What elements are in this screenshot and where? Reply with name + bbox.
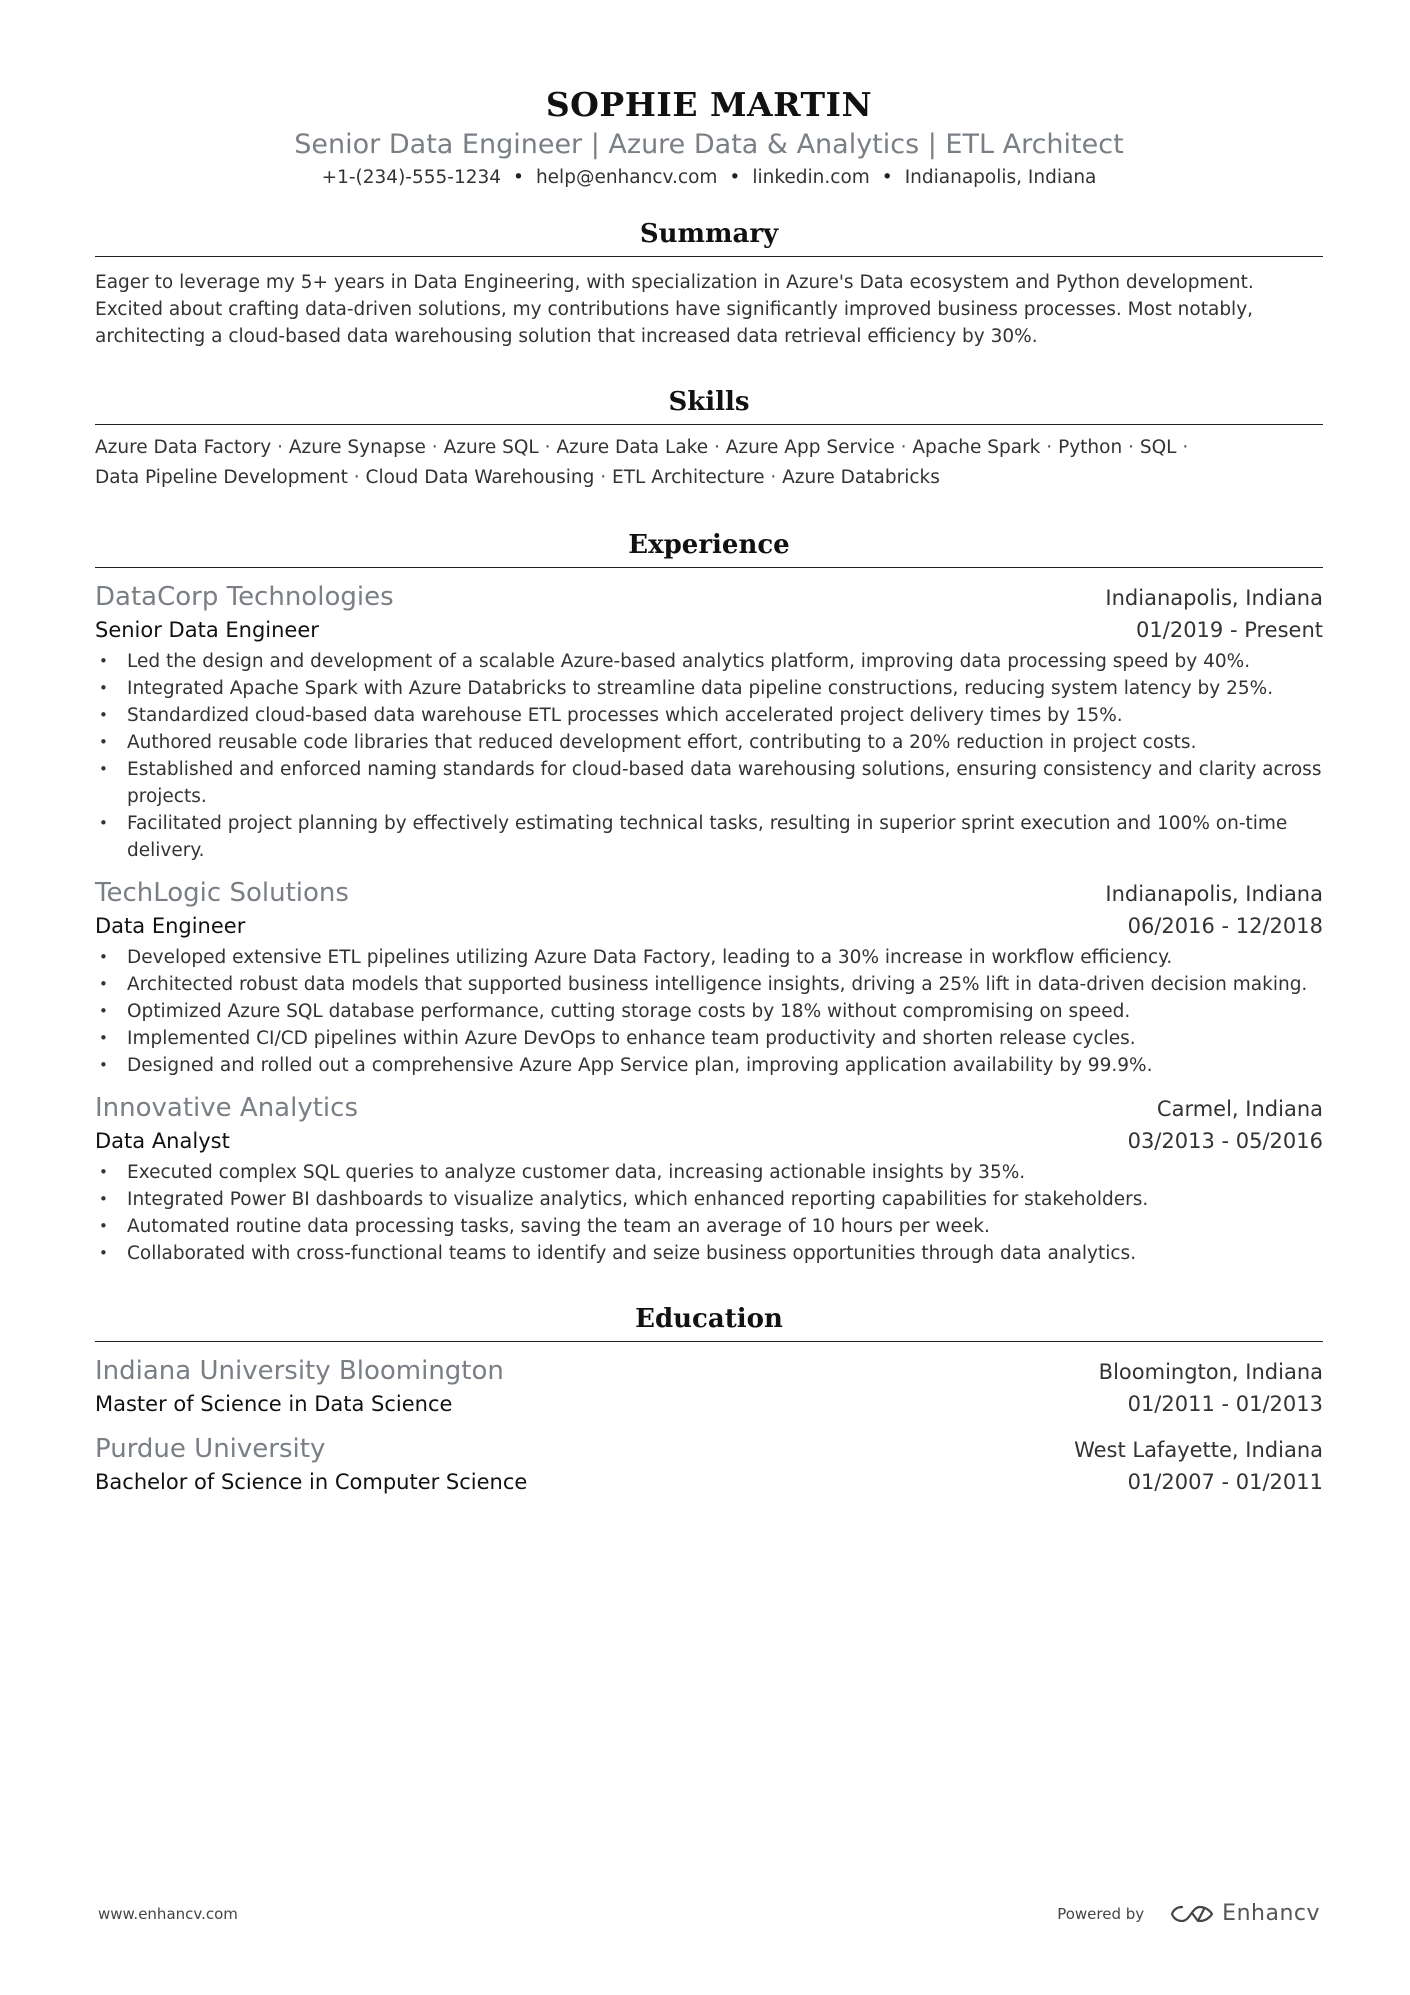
skill-separator: ·	[538, 437, 557, 458]
job-role: Data Analyst	[95, 1129, 230, 1153]
job-dates: 03/2013 - 05/2016	[1127, 1129, 1323, 1153]
section-heading-summary: Summary	[639, 219, 779, 249]
skills-line	[95, 433, 1323, 463]
bullet-item: • Architected robust data models that supported business intelligence insights, driving a 25% lift in data-driven decision making.	[95, 971, 1323, 998]
job-location: Indianapolis, Indiana	[1105, 882, 1323, 906]
skill-separator: ·	[271, 437, 289, 458]
contact-linkedin[interactable]: linkedin.com	[752, 167, 870, 188]
skill-item: Azure Synapse	[288, 437, 426, 458]
bullet-item: • Implemented CI/CD pipelines within Azure DevOps to enhance team productivity and shorten release cycles.	[95, 1025, 1323, 1052]
skill-separator: ·	[894, 437, 913, 458]
skill-item: Python	[1058, 437, 1123, 458]
skill-separator: ·	[425, 437, 444, 458]
company-name: TechLogic Solutions	[95, 878, 349, 908]
footer-brand	[1057, 1900, 1320, 1928]
skill-item: Azure Data Factory	[95, 437, 272, 458]
job-entry	[95, 1091, 1323, 1267]
job-bullets	[95, 1159, 1323, 1267]
experience-list	[95, 580, 1323, 1267]
school-name: Purdue University	[95, 1434, 326, 1464]
section-heading-experience: Experience	[628, 530, 790, 560]
candidate-name: SOPHIE MARTIN	[545, 85, 873, 124]
section-divider	[95, 1341, 1323, 1342]
company-name: Innovative Analytics	[95, 1093, 358, 1123]
candidate-title: Senior Data Engineer | Azure Data & Analytics | ETL Architect	[294, 129, 1124, 160]
experience-section	[95, 527, 1323, 1267]
skill-separator: ·	[1122, 437, 1140, 458]
bullet-item: • Led the design and development of a scalable Azure-based analytics platform, improving data processing speed by 40%.	[95, 648, 1323, 675]
skill-item: ETL Architecture	[612, 467, 765, 488]
bullet-item: • Executed complex SQL queries to analyze customer data, increasing actionable insights by 35%.	[95, 1159, 1323, 1186]
bullet-item: • Designed and rolled out a comprehensive Azure App Service plan, improving application availability by 99.9%.	[95, 1052, 1323, 1079]
skill-separator: ·	[1040, 437, 1059, 458]
skill-separator: ·	[594, 467, 613, 488]
education-dates: 01/2007 - 01/2011	[1127, 1470, 1323, 1494]
separator-dot: •	[513, 167, 524, 188]
degree: Bachelor of Science in Computer Science	[95, 1470, 528, 1494]
page-footer	[98, 1900, 1320, 1930]
resume-page	[95, 0, 1323, 1498]
job-entry	[95, 876, 1323, 1079]
degree-row	[95, 1466, 1323, 1498]
skill-item: Azure Databricks	[782, 467, 940, 488]
skill-item: Apache Spark	[912, 437, 1041, 458]
skill-separator: ·	[708, 437, 726, 458]
skills-line	[95, 463, 1323, 493]
job-role: Data Engineer	[95, 914, 246, 938]
separator-dot: •	[881, 167, 893, 188]
job-bullets	[95, 944, 1323, 1079]
section-divider	[95, 567, 1323, 568]
education-dates: 01/2011 - 01/2013	[1127, 1392, 1323, 1416]
job-header-row	[95, 1091, 1323, 1125]
powered-by-label: Powered by	[1057, 1905, 1145, 1923]
bullet-item: • Collaborated with cross-functional teams to identify and seize business opportunities through data analytics.	[95, 1240, 1323, 1267]
job-dates: 01/2019 - Present	[1136, 618, 1323, 642]
job-role-row	[95, 614, 1323, 646]
education-entry	[95, 1432, 1323, 1498]
section-divider	[95, 256, 1323, 257]
company-name: DataCorp Technologies	[95, 582, 394, 612]
degree-row	[95, 1388, 1323, 1420]
skill-item: Data Pipeline Development	[95, 467, 348, 488]
skill-item: Cloud Data Warehousing	[365, 467, 595, 488]
bullet-item: • Integrated Apache Spark with Azure Databricks to streamline data pipeline constructions, reducing system latency by 25%.	[95, 675, 1323, 702]
contact-phone[interactable]: +1-(234)-555-1234	[321, 167, 502, 188]
skill-item: Azure Data Lake	[556, 437, 709, 458]
bullet-item: • Facilitated project planning by effectively estimating technical tasks, resulting in superior sprint execution and 100% on-time delivery.	[95, 810, 1323, 864]
education-section	[95, 1301, 1323, 1498]
footer-url[interactable]: www.enhancv.com	[98, 1905, 238, 1923]
skill-separator: ·	[347, 467, 366, 488]
skills-section	[95, 384, 1323, 493]
skill-separator: ·	[764, 467, 783, 488]
skill-item: Azure App Service	[725, 437, 895, 458]
school-location: Bloomington, Indiana	[1098, 1360, 1323, 1384]
job-role-row	[95, 910, 1323, 942]
job-location: Indianapolis, Indiana	[1105, 586, 1323, 610]
skill-item: Azure SQL	[443, 437, 539, 458]
job-bullets	[95, 648, 1323, 864]
enhancv-logo-icon	[1170, 1903, 1214, 1925]
job-entry	[95, 580, 1323, 864]
job-role: Senior Data Engineer	[95, 618, 319, 642]
summary-section	[95, 216, 1323, 350]
bullet-item: • Automated routine data processing tasks, saving the team an average of 10 hours per week.	[95, 1213, 1323, 1240]
skills-list	[95, 433, 1323, 493]
job-header-row	[95, 876, 1323, 910]
contact-location: Indianapolis, Indiana	[904, 167, 1097, 188]
skill-item: SQL	[1139, 437, 1177, 458]
job-header-row	[95, 580, 1323, 614]
section-heading-education: Education	[635, 1304, 783, 1334]
bullet-item: • Developed extensive ETL pipelines utilizing Azure Data Factory, leading to a 30% increase in workflow efficiency.	[95, 944, 1323, 971]
bullet-item: • Optimized Azure SQL database performance, cutting storage costs by 18% without compromising on speed.	[95, 998, 1323, 1025]
separator-dot: •	[729, 167, 741, 188]
resume-header	[95, 0, 1323, 192]
section-heading-skills: Skills	[668, 387, 750, 417]
summary-text: Eager to leverage my 5+ years in Data Engineering, with specialization in Azure's Data ecosystem and Python development. Excited about crafting data-driven solutions, my contributions have significantly improved business processes. Most notably, architecting a cloud-based data warehousing solution that increased data retrieval efficiency by 30%.	[95, 272, 1254, 347]
education-list	[95, 1354, 1323, 1498]
contact-line	[95, 164, 1323, 192]
bullet-item: • Integrated Power BI dashboards to visualize analytics, which enhanced reporting capabilities for stakeholders.	[95, 1186, 1323, 1213]
contact-email[interactable]: help@enhancv.com	[535, 167, 718, 188]
bullet-item: • Established and enforced naming standards for cloud-based data warehousing solutions, ensuring consistency and clarity across projects.	[95, 756, 1323, 810]
job-dates: 06/2016 - 12/2018	[1127, 914, 1323, 938]
job-location: Carmel, Indiana	[1156, 1097, 1323, 1121]
bullet-item: • Standardized cloud-based data warehouse ETL processes which accelerated project delivery times by 15%.	[95, 702, 1323, 729]
school-name: Indiana University Bloomington	[95, 1356, 504, 1386]
school-header-row	[95, 1432, 1323, 1466]
degree: Master of Science in Data Science	[95, 1392, 453, 1416]
section-divider	[95, 424, 1323, 425]
brand-name: Enhancv	[1222, 1901, 1320, 1926]
skill-separator: ·	[1176, 437, 1189, 458]
job-role-row	[95, 1125, 1323, 1157]
school-header-row	[95, 1354, 1323, 1388]
school-location: West Lafayette, Indiana	[1074, 1438, 1323, 1462]
bullet-item: • Authored reusable code libraries that reduced development effort, contributing to a 20% reduction in project costs.	[95, 729, 1323, 756]
education-entry	[95, 1354, 1323, 1420]
